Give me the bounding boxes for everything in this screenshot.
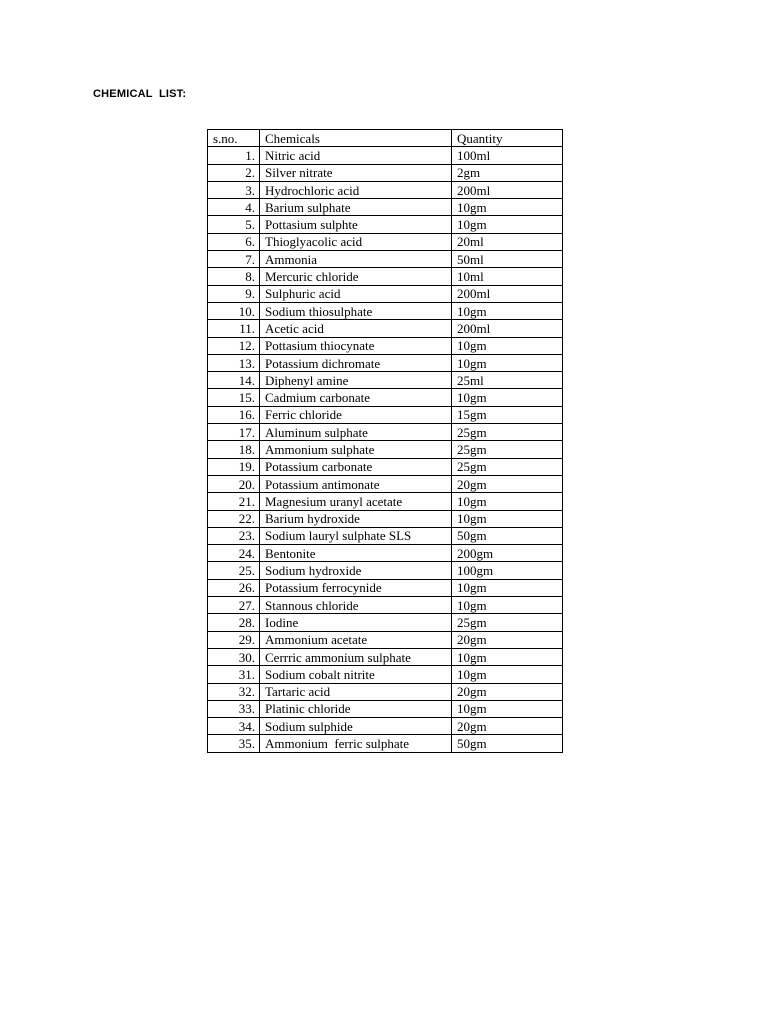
cell-chemical: Sulphuric acid <box>260 285 452 302</box>
table-row <box>208 562 563 579</box>
cell-sno: 2. <box>208 164 260 181</box>
table-header-row <box>208 130 563 147</box>
table-row <box>208 147 563 164</box>
table-row <box>208 302 563 319</box>
cell-sno: 4. <box>208 199 260 216</box>
cell-sno: 22. <box>208 510 260 527</box>
cell-sno: 17. <box>208 424 260 441</box>
cell-sno: 9. <box>208 285 260 302</box>
table-body <box>208 147 563 752</box>
page-title: CHEMICAL LIST: <box>93 88 187 100</box>
table-row <box>208 458 563 475</box>
cell-sno: 5. <box>208 216 260 233</box>
cell-chemical: Sodium lauryl sulphate SLS <box>260 527 452 544</box>
cell-quantity: 25gm <box>452 614 563 631</box>
table-row <box>208 493 563 510</box>
table-row <box>208 631 563 648</box>
cell-chemical: Ammonium sulphate <box>260 441 452 458</box>
table-row <box>208 614 563 631</box>
cell-sno: 10. <box>208 302 260 319</box>
cell-quantity: 10gm <box>452 199 563 216</box>
cell-sno: 1. <box>208 147 260 164</box>
table-row <box>208 527 563 544</box>
cell-quantity: 10gm <box>452 510 563 527</box>
cell-quantity: 20gm <box>452 631 563 648</box>
cell-quantity: 10gm <box>452 389 563 406</box>
cell-quantity: 10ml <box>452 268 563 285</box>
cell-chemical: Nitric acid <box>260 147 452 164</box>
header-chemicals: Chemicals <box>260 130 452 147</box>
cell-quantity: 20gm <box>452 718 563 735</box>
cell-quantity: 50gm <box>452 735 563 752</box>
table-row <box>208 372 563 389</box>
cell-quantity: 10gm <box>452 597 563 614</box>
table-row <box>208 337 563 354</box>
cell-quantity: 200ml <box>452 181 563 198</box>
table-row <box>208 579 563 596</box>
cell-chemical: Silver nitrate <box>260 164 452 181</box>
cell-quantity: 50ml <box>452 251 563 268</box>
cell-quantity: 2gm <box>452 164 563 181</box>
cell-sno: 11. <box>208 320 260 337</box>
cell-sno: 18. <box>208 441 260 458</box>
cell-quantity: 10gm <box>452 354 563 371</box>
cell-chemical: Ferric chloride <box>260 406 452 423</box>
cell-quantity: 10gm <box>452 302 563 319</box>
cell-chemical: Diphenyl amine <box>260 372 452 389</box>
cell-chemical: Sodium sulphide <box>260 718 452 735</box>
table-row <box>208 718 563 735</box>
cell-sno: 24. <box>208 545 260 562</box>
header-sno: s.no. <box>208 130 260 147</box>
table-row <box>208 406 563 423</box>
cell-sno: 21. <box>208 493 260 510</box>
table-row <box>208 389 563 406</box>
table-row <box>208 285 563 302</box>
chemical-table <box>207 129 563 753</box>
cell-quantity: 25gm <box>452 458 563 475</box>
cell-sno: 7. <box>208 251 260 268</box>
cell-chemical: Ammonium acetate <box>260 631 452 648</box>
cell-chemical: Sodium cobalt nitrite <box>260 666 452 683</box>
cell-sno: 26. <box>208 579 260 596</box>
cell-quantity: 200ml <box>452 320 563 337</box>
cell-sno: 34. <box>208 718 260 735</box>
cell-chemical: Acetic acid <box>260 320 452 337</box>
table-row <box>208 475 563 492</box>
cell-chemical: Bentonite <box>260 545 452 562</box>
cell-chemical: Magnesium uranyl acetate <box>260 493 452 510</box>
table-row <box>208 683 563 700</box>
cell-chemical: Pottasium sulphte <box>260 216 452 233</box>
cell-chemical: Platinic chloride <box>260 700 452 717</box>
header-quantity: Quantity <box>452 130 563 147</box>
cell-chemical: Barium hydroxide <box>260 510 452 527</box>
cell-sno: 6. <box>208 233 260 250</box>
cell-chemical: Hydrochloric acid <box>260 181 452 198</box>
cell-chemical: Ammonium ferric sulphate <box>260 735 452 752</box>
cell-quantity: 25gm <box>452 441 563 458</box>
cell-sno: 15. <box>208 389 260 406</box>
cell-chemical: Sodium hydroxide <box>260 562 452 579</box>
cell-quantity: 20gm <box>452 475 563 492</box>
cell-quantity: 10gm <box>452 216 563 233</box>
table-row <box>208 648 563 665</box>
cell-sno: 25. <box>208 562 260 579</box>
cell-sno: 29. <box>208 631 260 648</box>
cell-chemical: Iodine <box>260 614 452 631</box>
cell-sno: 19. <box>208 458 260 475</box>
cell-chemical: Stannous chloride <box>260 597 452 614</box>
cell-sno: 16. <box>208 406 260 423</box>
cell-sno: 35. <box>208 735 260 752</box>
cell-chemical: Potassium ferrocynide <box>260 579 452 596</box>
cell-sno: 20. <box>208 475 260 492</box>
cell-chemical: Potassium antimonate <box>260 475 452 492</box>
cell-quantity: 25ml <box>452 372 563 389</box>
cell-chemical: Cerrric ammonium sulphate <box>260 648 452 665</box>
cell-quantity: 200ml <box>452 285 563 302</box>
table-row <box>208 441 563 458</box>
cell-sno: 23. <box>208 527 260 544</box>
cell-sno: 27. <box>208 597 260 614</box>
table-row <box>208 700 563 717</box>
cell-sno: 14. <box>208 372 260 389</box>
cell-quantity: 10gm <box>452 666 563 683</box>
cell-chemical: Potassium dichromate <box>260 354 452 371</box>
cell-chemical: Cadmium carbonate <box>260 389 452 406</box>
cell-chemical: Sodium thiosulphate <box>260 302 452 319</box>
table-row <box>208 320 563 337</box>
cell-quantity: 10gm <box>452 579 563 596</box>
cell-quantity: 100gm <box>452 562 563 579</box>
cell-chemical: Mercuric chloride <box>260 268 452 285</box>
table-row <box>208 164 563 181</box>
cell-sno: 28. <box>208 614 260 631</box>
table-row <box>208 510 563 527</box>
cell-quantity: 25gm <box>452 424 563 441</box>
cell-quantity: 10gm <box>452 700 563 717</box>
cell-sno: 13. <box>208 354 260 371</box>
table-row <box>208 545 563 562</box>
table-row <box>208 181 563 198</box>
cell-chemical: Pottasium thiocynate <box>260 337 452 354</box>
cell-quantity: 100ml <box>452 147 563 164</box>
cell-chemical: Aluminum sulphate <box>260 424 452 441</box>
cell-sno: 3. <box>208 181 260 198</box>
cell-chemical: Ammonia <box>260 251 452 268</box>
cell-quantity: 15gm <box>452 406 563 423</box>
cell-sno: 33. <box>208 700 260 717</box>
table-row <box>208 735 563 752</box>
cell-sno: 8. <box>208 268 260 285</box>
cell-quantity: 10gm <box>452 493 563 510</box>
table-row <box>208 597 563 614</box>
table-row <box>208 233 563 250</box>
table-row <box>208 199 563 216</box>
cell-quantity: 10gm <box>452 337 563 354</box>
cell-sno: 12. <box>208 337 260 354</box>
cell-quantity: 20gm <box>452 683 563 700</box>
table-row <box>208 666 563 683</box>
table-row <box>208 424 563 441</box>
table-row <box>208 216 563 233</box>
cell-quantity: 50gm <box>452 527 563 544</box>
cell-chemical: Potassium carbonate <box>260 458 452 475</box>
table-row <box>208 251 563 268</box>
cell-chemical: Tartaric acid <box>260 683 452 700</box>
cell-quantity: 20ml <box>452 233 563 250</box>
cell-sno: 31. <box>208 666 260 683</box>
cell-chemical: Thioglyacolic acid <box>260 233 452 250</box>
cell-chemical: Barium sulphate <box>260 199 452 216</box>
table-row <box>208 354 563 371</box>
cell-sno: 32. <box>208 683 260 700</box>
cell-quantity: 10gm <box>452 648 563 665</box>
cell-sno: 30. <box>208 648 260 665</box>
cell-quantity: 200gm <box>452 545 563 562</box>
table-row <box>208 268 563 285</box>
